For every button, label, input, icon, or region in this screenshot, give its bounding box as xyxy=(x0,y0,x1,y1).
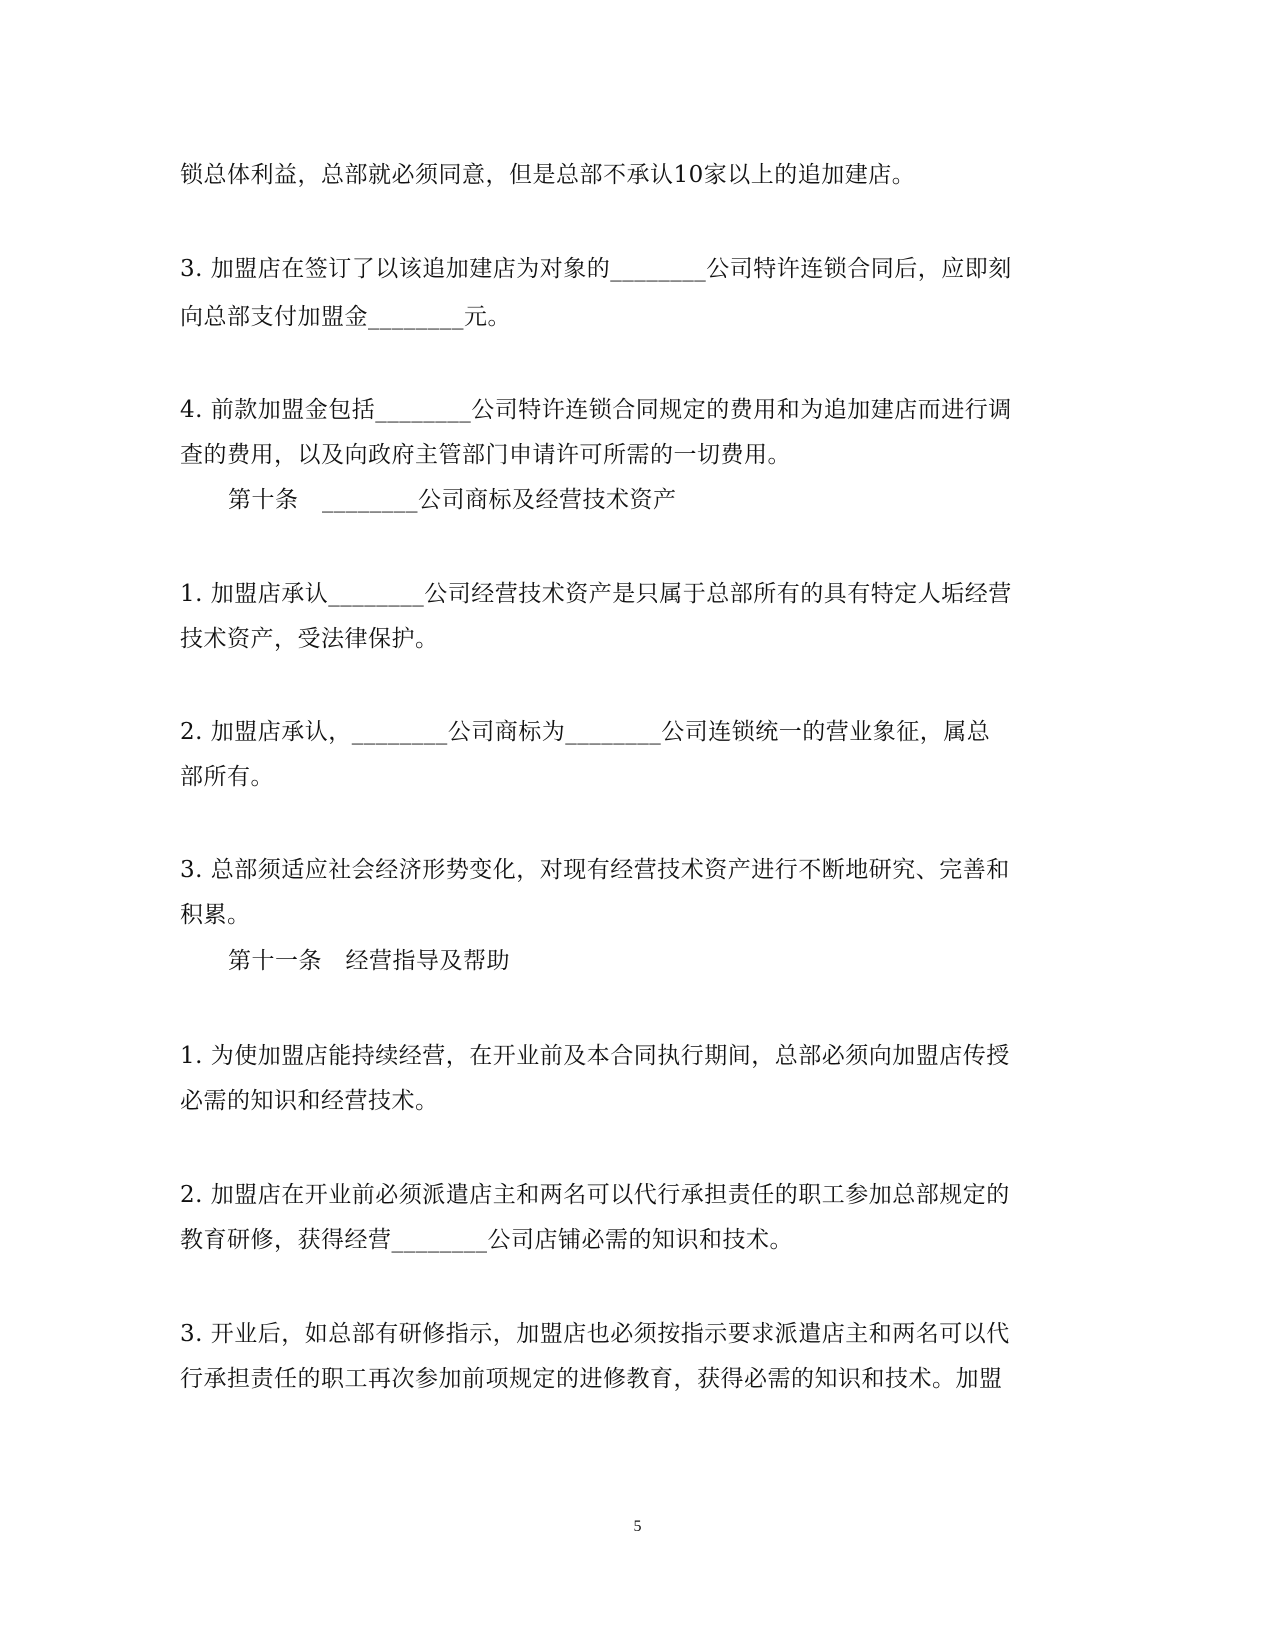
text-line: 1. 为使加盟店能持续经营，在开业前及本合同执行期间，总部必须向加盟店传授 xyxy=(180,1043,1010,1069)
text-line: 2. 加盟店承认，________公司商标为________公司连锁统一的营业象征，属总 xyxy=(180,719,991,745)
text-line: 查的费用，以及向政府主管部门申请许可所需的一切费用。 xyxy=(180,442,791,468)
page-number: 5 xyxy=(633,1518,642,1535)
text-line: 技术资产，受法律保护。 xyxy=(180,626,439,652)
text-line: 向总部支付加盟金________元。 xyxy=(180,304,511,330)
text-line: 1. 加盟店承认________公司经营技术资产是只属于总部所有的具有特定人垢经营 xyxy=(180,581,1012,607)
section-heading: 第十一条 经营指导及帮助 xyxy=(228,948,510,974)
text-line: 教育研修，获得经营________公司店铺必需的知识和技术。 xyxy=(180,1227,793,1253)
text-line: 积累。 xyxy=(180,902,251,928)
text-line: 3. 总部须适应社会经济形势变化，对现有经营技术资产进行不断地研究、完善和 xyxy=(180,857,1010,883)
text-line: 部所有。 xyxy=(180,764,274,790)
text-line: 锁总体利益，总部就必须同意，但是总部不承认10家以上的追加建店。 xyxy=(180,162,916,188)
text-line: 4. 前款加盟金包括________公司特许连锁合同规定的费用和为追加建店而进行调 xyxy=(180,397,1012,423)
text-line: 3. 加盟店在签订了以该追加建店为对象的________公司特许连锁合同后，应即刻 xyxy=(180,256,1012,282)
text-line: 必需的知识和经营技术。 xyxy=(180,1088,439,1114)
text-line: 行承担责任的职工再次参加前项规定的进修教育，获得必需的知识和技术。加盟 xyxy=(180,1366,1003,1392)
section-heading: 第十条 ________公司商标及经营技术资产 xyxy=(228,487,677,513)
text-line: 3. 开业后，如总部有研修指示，加盟店也必须按指示要求派遣店主和两名可以代 xyxy=(180,1321,1010,1347)
text-line: 2. 加盟店在开业前必须派遣店主和两名可以代行承担责任的职工参加总部规定的 xyxy=(180,1182,1010,1208)
